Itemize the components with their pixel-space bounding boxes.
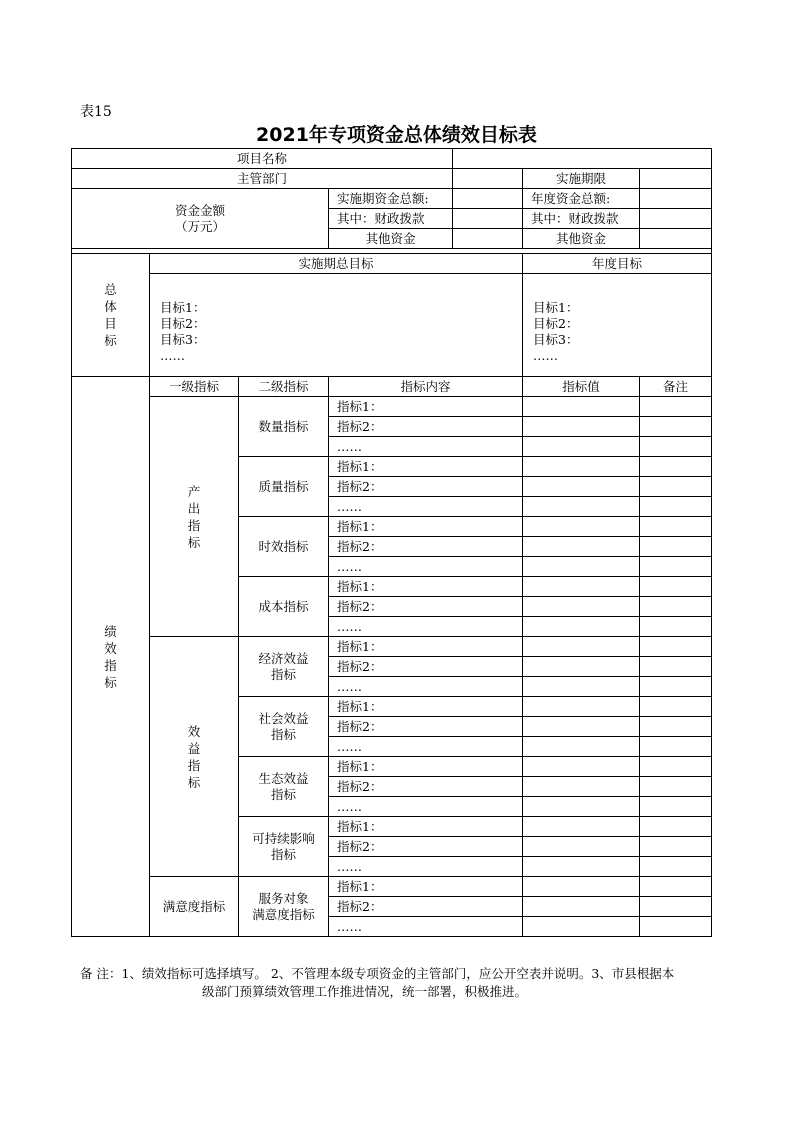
ecological-item-1[interactable]: 指标1：	[329, 757, 523, 777]
col-content: 指标内容	[329, 377, 523, 397]
economic-item-more[interactable]: ……	[329, 677, 523, 697]
remark-cell[interactable]	[640, 657, 712, 677]
quantity-item-more[interactable]: ……	[329, 437, 523, 457]
remark-cell[interactable]	[640, 877, 712, 897]
economic-indicator	[239, 637, 329, 697]
indicator-value-cell[interactable]	[523, 797, 640, 817]
benefit-indicator-text: 效益指标	[187, 723, 201, 790]
remark-cell[interactable]	[640, 857, 712, 877]
satisfaction-item-1[interactable]: 指标1：	[329, 877, 523, 897]
total-period-label: 实施期资金总额:	[329, 189, 453, 209]
remark-cell[interactable]	[640, 777, 712, 797]
quality-item-more[interactable]: ……	[329, 497, 523, 517]
year-goal-more: ……	[533, 348, 559, 363]
indicator-value-cell[interactable]	[523, 557, 640, 577]
social-item-2[interactable]: 指标2：	[329, 717, 523, 737]
dept-value[interactable]	[453, 169, 523, 189]
remark-cell[interactable]	[640, 557, 712, 577]
output-indicator-label	[150, 397, 239, 637]
period-value[interactable]	[640, 169, 712, 189]
remark-cell[interactable]	[640, 677, 712, 697]
remark-cell[interactable]	[640, 417, 712, 437]
indicator-value-cell[interactable]	[523, 817, 640, 837]
year-goal-2: 目标2：	[533, 316, 579, 331]
col-value: 指标值	[523, 377, 640, 397]
indicator-value-cell[interactable]	[523, 597, 640, 617]
cost-item-1[interactable]: 指标1：	[329, 577, 523, 597]
period-goal-3: 目标3：	[160, 332, 206, 347]
social-item-more[interactable]: ……	[329, 737, 523, 757]
ecological-indicator	[239, 757, 329, 817]
satisfaction-item-more[interactable]: ……	[329, 917, 523, 937]
sustainability-indicator-line2: 指标	[270, 846, 296, 862]
remark-cell[interactable]	[640, 637, 712, 657]
year-goal-box[interactable]	[523, 274, 712, 377]
sustainability-indicator	[239, 817, 329, 877]
fiscal-left-value[interactable]	[453, 209, 523, 229]
year-goal-header: 年度目标	[523, 254, 712, 274]
indicator-side-label	[72, 377, 150, 937]
economic-indicator-line1: 经济效益	[258, 650, 309, 666]
remark-cell[interactable]	[640, 477, 712, 497]
satisfaction-item-2[interactable]: 指标2：	[329, 897, 523, 917]
sustainability-indicator-line1: 可持续影响	[252, 830, 315, 846]
footnote	[80, 965, 720, 1001]
amount-label-text: 资金金额	[174, 202, 225, 218]
quantity-item-2[interactable]: 指标2：	[329, 417, 523, 437]
remark-cell[interactable]	[640, 577, 712, 597]
service-satisfaction-line2: 满意度指标	[252, 906, 315, 922]
quality-item-2[interactable]: 指标2：	[329, 477, 523, 497]
remark-cell[interactable]	[640, 837, 712, 857]
remark-cell[interactable]	[640, 617, 712, 637]
page-title: 2021年专项资金总体绩效目标表	[256, 124, 537, 146]
period-goal-more: ……	[160, 348, 185, 363]
cost-item-2[interactable]: 指标2：	[329, 597, 523, 617]
remark-cell[interactable]	[640, 817, 712, 837]
satisfaction-indicator: 满意度指标	[150, 877, 239, 937]
col-level2: 二级指标	[239, 377, 329, 397]
quantity-indicator: 数量指标	[239, 397, 329, 457]
year-goal-3: 目标3：	[533, 332, 579, 347]
indicator-value-cell[interactable]	[523, 517, 640, 537]
remark-cell[interactable]	[640, 397, 712, 417]
ecological-item-more[interactable]: ……	[329, 797, 523, 817]
indicator-value-cell[interactable]	[523, 457, 640, 477]
col-level1: 一级指标	[150, 377, 239, 397]
timeliness-indicator: 时效指标	[239, 517, 329, 577]
fiscal-left-label: 其中：财政拨款	[329, 209, 453, 229]
cost-item-more[interactable]: ……	[329, 617, 523, 637]
timeliness-item-more[interactable]: ……	[329, 557, 523, 577]
period-goal-header: 实施期总目标	[150, 254, 523, 274]
remark-cell[interactable]	[640, 437, 712, 457]
service-satisfaction-indicator	[239, 877, 329, 937]
social-item-1[interactable]: 指标1：	[329, 697, 523, 717]
project-name-value[interactable]	[453, 149, 712, 169]
indicator-value-cell[interactable]	[523, 737, 640, 757]
quantity-item-1[interactable]: 指标1：	[329, 397, 523, 417]
economic-item-2[interactable]: 指标2：	[329, 657, 523, 677]
indicator-value-cell[interactable]	[523, 577, 640, 597]
col-remark: 备注	[640, 377, 712, 397]
indicator-side-text: 绩效指标	[104, 623, 117, 690]
total-year-label: 年度资金总额:	[523, 189, 640, 209]
period-goal-2: 目标2：	[160, 316, 206, 331]
indicator-value-cell[interactable]	[523, 877, 640, 897]
indicator-value-cell[interactable]	[523, 757, 640, 777]
social-indicator-line2: 指标	[270, 726, 296, 742]
remark-cell[interactable]	[640, 797, 712, 817]
amount-label	[72, 189, 329, 249]
period-goal-box[interactable]	[150, 274, 523, 377]
performance-target-table	[71, 148, 712, 937]
other-left-label: 其他资金	[329, 229, 453, 249]
indicator-value-cell[interactable]	[523, 897, 640, 917]
economic-item-1[interactable]: 指标1：	[329, 637, 523, 657]
quality-indicator: 质量指标	[239, 457, 329, 517]
indicator-value-cell[interactable]	[523, 497, 640, 517]
economic-indicator-line2: 指标	[270, 666, 296, 682]
indicator-value-cell[interactable]	[523, 637, 640, 657]
project-name-label: 项目名称	[72, 149, 453, 169]
other-right-label: 其他资金	[523, 229, 640, 249]
timeliness-item-1[interactable]: 指标1：	[329, 517, 523, 537]
indicator-value-cell[interactable]	[523, 717, 640, 737]
social-indicator-line1: 社会效益	[258, 710, 309, 726]
ecological-indicator-line1: 生态效益	[258, 770, 309, 786]
table-number: 表15	[80, 104, 112, 120]
indicator-value-cell[interactable]	[523, 657, 640, 677]
indicator-value-cell[interactable]	[523, 697, 640, 717]
remark-cell[interactable]	[640, 757, 712, 777]
remark-cell[interactable]	[640, 897, 712, 917]
remark-cell[interactable]	[640, 717, 712, 737]
dept-label: 主管部门	[72, 169, 453, 189]
total-year-value[interactable]	[640, 189, 712, 209]
indicator-value-cell[interactable]	[523, 477, 640, 497]
service-satisfaction-line1: 服务对象	[258, 890, 309, 906]
sustainability-item-2[interactable]: 指标2：	[329, 837, 523, 857]
amount-unit-text: （万元）	[174, 218, 225, 234]
sustainability-item-1[interactable]: 指标1：	[329, 817, 523, 837]
remark-cell[interactable]	[640, 917, 712, 937]
indicator-value-cell[interactable]	[523, 417, 640, 437]
fiscal-right-label: 其中：财政拨款	[523, 209, 640, 229]
remark-cell[interactable]	[640, 737, 712, 757]
indicator-value-cell[interactable]	[523, 677, 640, 697]
ecological-indicator-line2: 指标	[270, 786, 296, 802]
cost-indicator: 成本指标	[239, 577, 329, 637]
indicator-value-cell[interactable]	[523, 917, 640, 937]
remark-cell[interactable]	[640, 497, 712, 517]
timeliness-item-2[interactable]: 指标2：	[329, 537, 523, 557]
overall-goal-side-text: 总体目标	[104, 282, 117, 348]
other-right-value[interactable]	[640, 229, 712, 249]
remark-cell[interactable]	[640, 597, 712, 617]
indicator-value-cell[interactable]	[523, 837, 640, 857]
benefit-indicator-label	[150, 637, 239, 877]
footnote-line-2: 级部门预算绩效管理工作推进情况，统一部署，积极推进。	[202, 984, 528, 999]
indicator-value-cell[interactable]	[523, 857, 640, 877]
remark-cell[interactable]	[640, 697, 712, 717]
remark-cell[interactable]	[640, 537, 712, 557]
indicator-value-cell[interactable]	[523, 437, 640, 457]
indicator-value-cell[interactable]	[523, 617, 640, 637]
overall-goal-side-label	[72, 254, 150, 377]
sustainability-item-more[interactable]: ……	[329, 857, 523, 877]
period-label: 实施期限	[523, 169, 640, 189]
indicator-value-cell[interactable]	[523, 397, 640, 417]
total-period-value[interactable]	[453, 189, 523, 209]
year-goal-1: 目标1：	[533, 300, 579, 315]
remark-cell[interactable]	[640, 457, 712, 477]
remark-cell[interactable]	[640, 517, 712, 537]
output-indicator-text: 产出指标	[187, 483, 201, 550]
other-left-value[interactable]	[453, 229, 523, 249]
indicator-value-cell[interactable]	[523, 777, 640, 797]
indicator-value-cell[interactable]	[523, 537, 640, 557]
quality-item-1[interactable]: 指标1：	[329, 457, 523, 477]
footnote-line-1: 备 注：1、绩效指标可选择填写。 2、不管理本级专项资金的主管部门，应公开空表并说明。3、市县根据本	[80, 966, 675, 981]
fiscal-right-value[interactable]	[640, 209, 712, 229]
period-goal-1: 目标1：	[160, 300, 206, 315]
social-indicator	[239, 697, 329, 757]
ecological-item-2[interactable]: 指标2：	[329, 777, 523, 797]
